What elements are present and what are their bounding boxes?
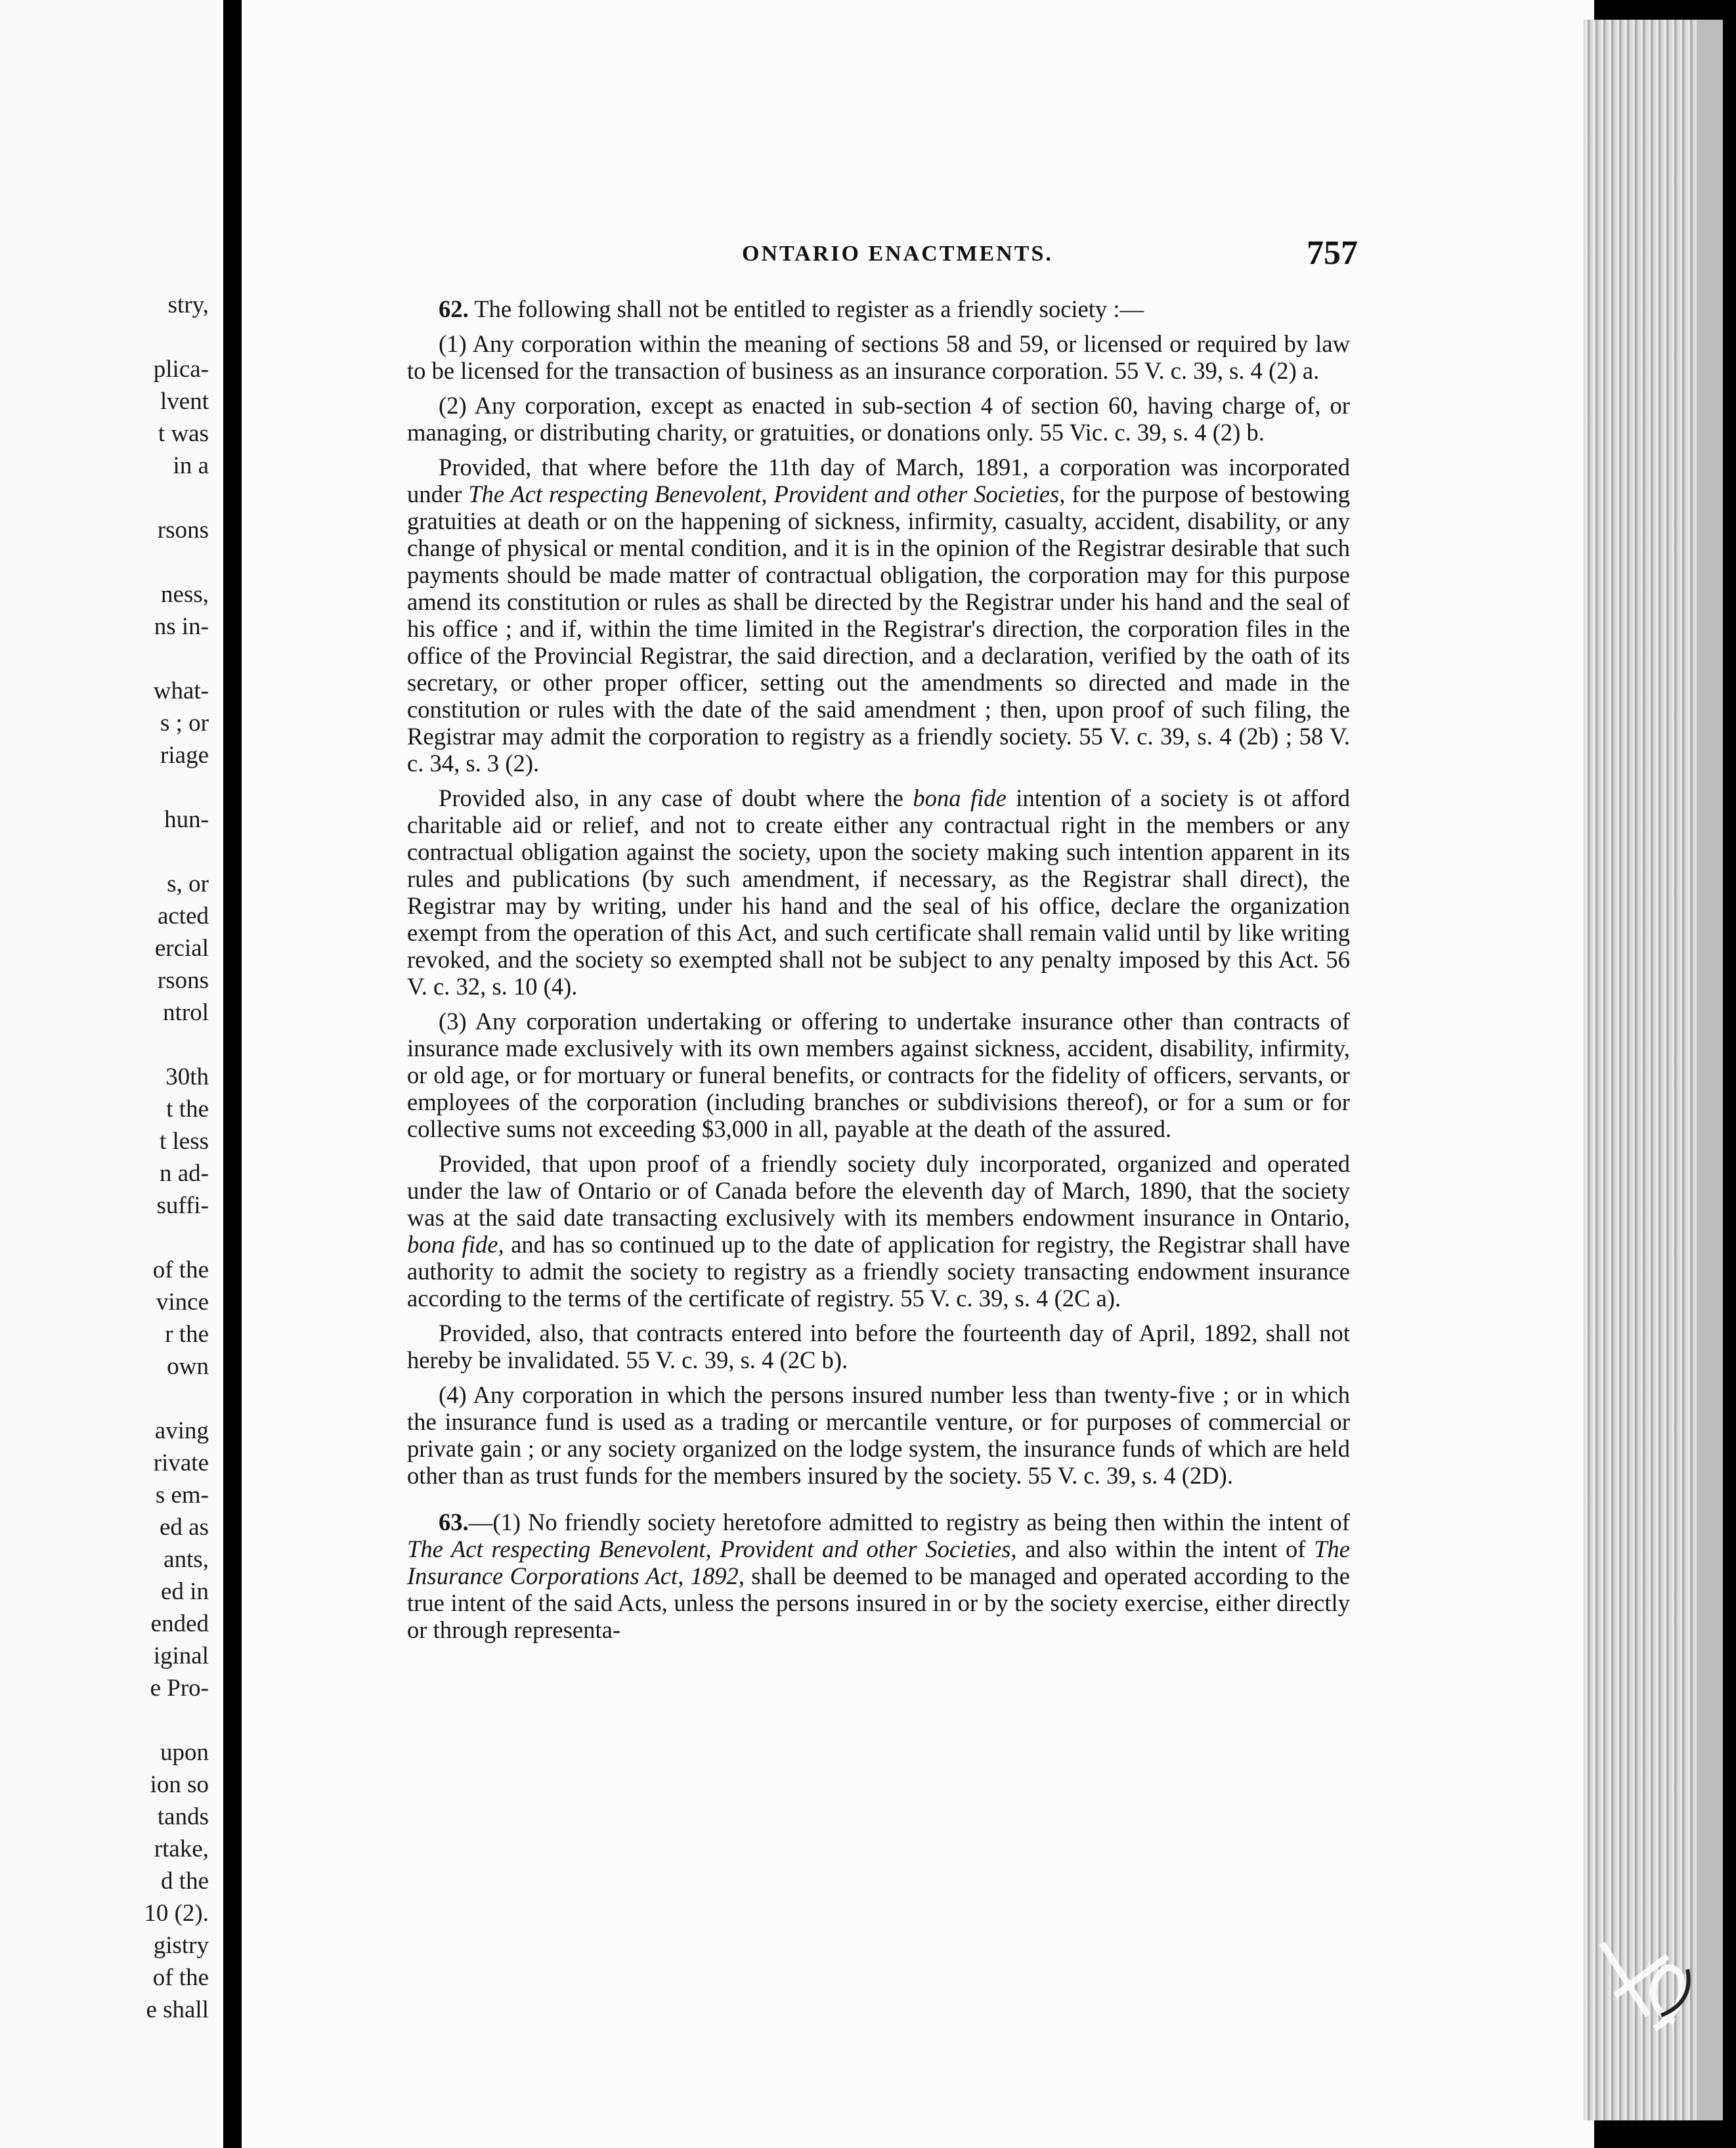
left-page-fragment: ns in- (154, 613, 209, 640)
left-page-fragment: t less (159, 1128, 209, 1155)
act-title: The Insurance Corporations Act, 1892, (407, 1536, 1351, 1589)
left-page-fragment: of the (152, 1257, 209, 1283)
book-page-edges (1584, 20, 1723, 2120)
left-page-fragment: ntrol (163, 999, 209, 1026)
left-page-fragment: ness, (161, 581, 209, 608)
left-page-fragment: s em- (155, 1482, 209, 1509)
left-page-fragment (0, 1704, 209, 1736)
left-page-fragment: ion so (150, 1771, 209, 1798)
section-62-heading: 62. The following shall not be entitled to register as a friendly society :— (439, 295, 1144, 322)
left-page-fragment (0, 836, 209, 868)
left-page-fragment: e shall (146, 1996, 209, 2023)
act-title: The Act respecting Benevolent, Provident and other Societies, (407, 1536, 1017, 1562)
section-62-proviso-1: Provided, that where before the 11th day of March, 1891, a corporation was incorporated under The Act respecting Benevolent, Provident and other Societies, for the purpose of bestowing gratuities at death or on the happening of sickness, infirmity, casualty, accident, disability, or any change of physical or mental condition, and it is in the opinion of the Registrar desirable that such payments should be made matter of contractual obligation, the corporation may for this purpose amend its constitution or rules as shall be directed by the Registrar under his hand and the seal of his office ; and if, within the time limited in the Registrar's direction, the corporation files in the office of the Provincial Registrar, the said direction, and a declaration, verified by the oath of its secretary, or other proper officer, setting out the amendments so directed and made in the constitution or rules with the date of the said amendment ; then, upon proof of such filing, the Registrar may admit the corporation to registry as a friendly society. 55 V. c. 39, s. 4 (2b) ; 58 V. c. 34, s. 3 (2). (407, 454, 1350, 777)
left-page-fragment: ed as (160, 1514, 209, 1541)
left-page-fragment: 10 (2). (144, 1900, 209, 1927)
left-page-fragment: s ; or (160, 710, 209, 737)
left-page-fragment: rivate (153, 1450, 209, 1476)
left-page-fragment (0, 771, 209, 804)
left-page-fragment: vince (156, 1289, 209, 1316)
section-62-proviso-4: Provided, also, that contracts entered into before the fourteenth day of April, 1892, shall not hereby be invalidated. 55 V. c. 39, s. 4 (2C b). (407, 1320, 1350, 1373)
body-text (407, 295, 1350, 1651)
section-62-subsection-3: (3) Any corporation undertaking or offering to undertake insurance other than contracts of insurance made exclusively with its own members against sickness, accident, disability, infirmity, or old age, or for mortuary or funeral benefits, or contracts for the fidelity of officers, servants, or employees of the corporation (including branches or subdivisions thereof), or for a sum or for collective sums not exceeding $3,000 in all, payable at the death of the assured. (407, 1008, 1350, 1142)
left-page-fragment: ed in (161, 1578, 209, 1605)
section-62-subsection-4: (4) Any corporation in which the persons insured number less than twenty-five ; or in which the insurance fund is used as a trading or mercantile venture, or for purposes of commercial or private gain ; or any society organized on the lodge system, the insurance funds of which are held other than as trust funds for the members insured by the society. 55 V. c. 39, s. 4 (2D). (407, 1381, 1350, 1489)
left-page-fragment (0, 1222, 209, 1254)
latin-term: bona fide, (407, 1231, 504, 1258)
left-page-fragment: n ad- (160, 1160, 209, 1187)
left-page-fragment: tands (157, 1803, 209, 1830)
left-page-fragment: upon (160, 1739, 209, 1766)
left-page-fragment (0, 1029, 209, 1061)
left-page-fragment (0, 1383, 209, 1415)
left-page-fragment: rsons (157, 967, 209, 994)
section-62-proviso-2: Provided also, in any case of doubt where the bona fide intention of a society is ot afford charitable aid or relief, and not to create either any contractual right in the members or any contractual obligation against the society, upon the society making such intention apparent in its rules and publications (by such amendment, if necessary, as the Registrar shall direct), the Registrar may by writing, under his hand and the seal of his office, declare the organization exempt from the operation of this Act, and such certificate shall remain valid until by like writing revoked, and the society so exempted shall not be subject to any penalty imposed by this Act. 56 V. c. 32, s. 10 (4). (407, 784, 1350, 1000)
section-number: 63. (439, 1509, 469, 1536)
section-number: 62. (439, 295, 469, 322)
left-page-fragment: acted (157, 903, 209, 930)
left-page-fragment: ercial (154, 935, 209, 962)
left-page-fragment: riage (160, 742, 209, 769)
left-page-fragment: d the (161, 1868, 209, 1895)
left-page-fragment (0, 482, 209, 514)
left-page-fragment: rtake, (154, 1836, 209, 1862)
left-page-fragment: rsons (157, 517, 209, 544)
left-page-fragment: hun- (164, 806, 209, 833)
latin-term: bona fide (913, 784, 1007, 811)
left-facing-page (0, 0, 223, 2148)
section-62-subsection-1: (1) Any corporation within the meaning of sections 58 and 59, or licensed or required by law to be licensed for the transaction of business as an insurance corporation. 55 V. c. 39, s. 4 (2) a. (407, 330, 1350, 384)
left-page-fragment: suffi- (156, 1192, 209, 1219)
left-page-fragment (0, 546, 209, 578)
left-page-fragment: what- (153, 677, 209, 704)
section-63: 63.—(1) No friendly society heretofore admitted to registry as being then within the intent of The Act respecting Benevolent, Provident and other Societies, and also within the intent of The Insurance Corporations Act, 1892, shall be deemed to be managed and operated according to the true intent of the said Acts, unless the persons insured in or by the society exercise, either directly or through representa- (407, 1509, 1351, 1643)
left-page-fragment: t the (166, 1096, 209, 1123)
left-page-fragment: plica- (153, 356, 209, 383)
left-page-fragment (0, 321, 209, 353)
page-number: 757 (1307, 234, 1358, 272)
left-page-text-fragments (0, 289, 209, 2026)
left-page-fragment: s, or (167, 870, 209, 897)
left-page-fragment: own (167, 1353, 209, 1380)
act-title: The Act respecting Benevolent, Provident and other Societies, (468, 481, 1066, 507)
left-page-fragment: ants, (163, 1546, 209, 1573)
left-page-fragment: in a (173, 452, 209, 479)
left-page-fragment: lvent (160, 388, 209, 415)
left-page-fragment: stry, (167, 291, 209, 318)
left-page-fragment: ended (150, 1610, 209, 1637)
left-page-fragment: e Pro- (150, 1675, 209, 1702)
left-page-fragment: 30th (165, 1063, 209, 1090)
left-page-fragment: aving (154, 1417, 209, 1444)
section-62-proviso-3: Provided, that upon proof of a friendly society duly incorporated, organized and operated under the law of Ontario or of Canada before the eleventh day of March, 1890, that the society was at the said date transacting exclusively with its members endowment insurance in Ontario, bona fide, and has so continued up to the date of application for registry, the Registrar shall have authority to admit the society to registry as a friendly society transacting endowment insurance according to the terms of the certificate of registry. 55 V. c. 39, s. 4 (2C a). (407, 1150, 1350, 1312)
left-page-fragment: iginal (153, 1643, 209, 1669)
left-page-fragment: gistry (153, 1932, 209, 1959)
left-page-fragment: r the (165, 1321, 209, 1348)
left-page-fragment: t was (158, 420, 209, 447)
running-head: ONTARIO ENACTMENTS. (742, 242, 1053, 266)
left-page-fragment (0, 643, 209, 675)
section-62-subsection-2: (2) Any corporation, except as enacted in sub-section 4 of section 60, having charge of, or managing, or distributing charity, or gratuities, or donations only. 55 Vic. c. 39, s. 4 (2) b. (407, 392, 1350, 446)
corner-stamp-mark (1589, 1917, 1707, 2048)
left-page-fragment: of the (152, 1964, 209, 1991)
